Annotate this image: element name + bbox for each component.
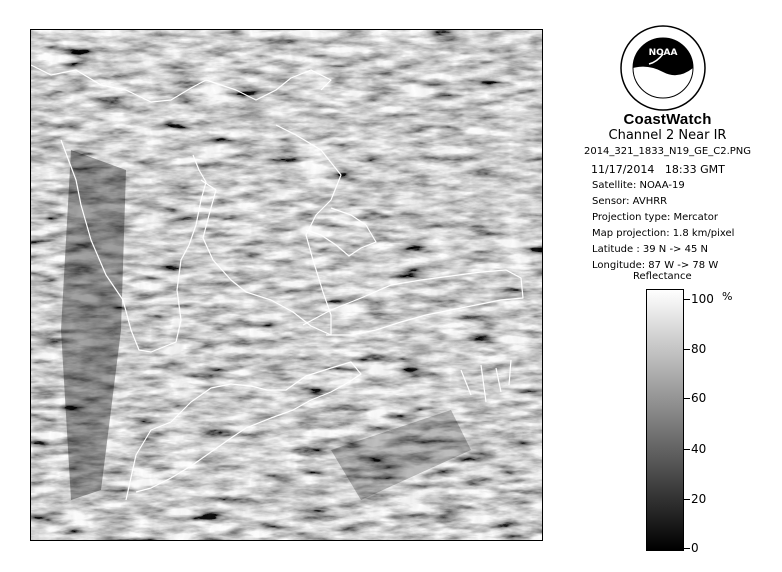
file-name: 2014_321_1833_N19_GE_C2.PNG — [583, 146, 752, 157]
colorbar-tick — [683, 548, 690, 549]
acquisition-date: 11/17/2014 — [591, 163, 655, 176]
metadata-satellite: Satellite: NOAA-19 — [592, 180, 685, 191]
metadata-latitude: Latitude : 39 N -> 45 N — [592, 244, 708, 255]
channel-label: Channel 2 Near IR — [608, 128, 727, 143]
colorbar-title: Reflectance — [633, 271, 692, 282]
brand-title: CoastWatch — [623, 111, 712, 128]
colorbar-tick — [683, 349, 690, 350]
colorbar-tick-label: 100 — [691, 292, 714, 306]
acquisition-time: 18:33 GMT — [664, 163, 725, 176]
metadata-projection-type: Projection type: Mercator — [592, 212, 718, 223]
colorbar-tick — [683, 499, 690, 500]
metadata-map-projection: Map projection: 1.8 km/pixel — [592, 228, 735, 239]
reflectance-colorbar — [646, 289, 684, 551]
metadata-longitude: Longitude: 87 W -> 78 W — [592, 260, 719, 271]
colorbar-tick-label: 20 — [691, 492, 707, 506]
colorbar-tick-label: 0 — [691, 541, 699, 555]
logo-text: NOAA — [648, 48, 678, 58]
satellite-image-map — [30, 29, 543, 541]
colorbar-tick — [683, 449, 690, 450]
colorbar-tick — [683, 398, 690, 399]
colorbar-tick-label: 60 — [691, 391, 707, 405]
colorbar-unit: % — [722, 290, 733, 303]
colorbar-tick-label: 80 — [691, 342, 707, 356]
metadata-sensor: Sensor: AVHRR — [592, 196, 668, 207]
map-canvas — [31, 30, 542, 540]
colorbar-tick — [683, 299, 690, 300]
acquisition-datetime — [591, 163, 725, 176]
colorbar-tick-label: 40 — [691, 442, 707, 456]
noaa-logo-icon — [619, 24, 707, 112]
